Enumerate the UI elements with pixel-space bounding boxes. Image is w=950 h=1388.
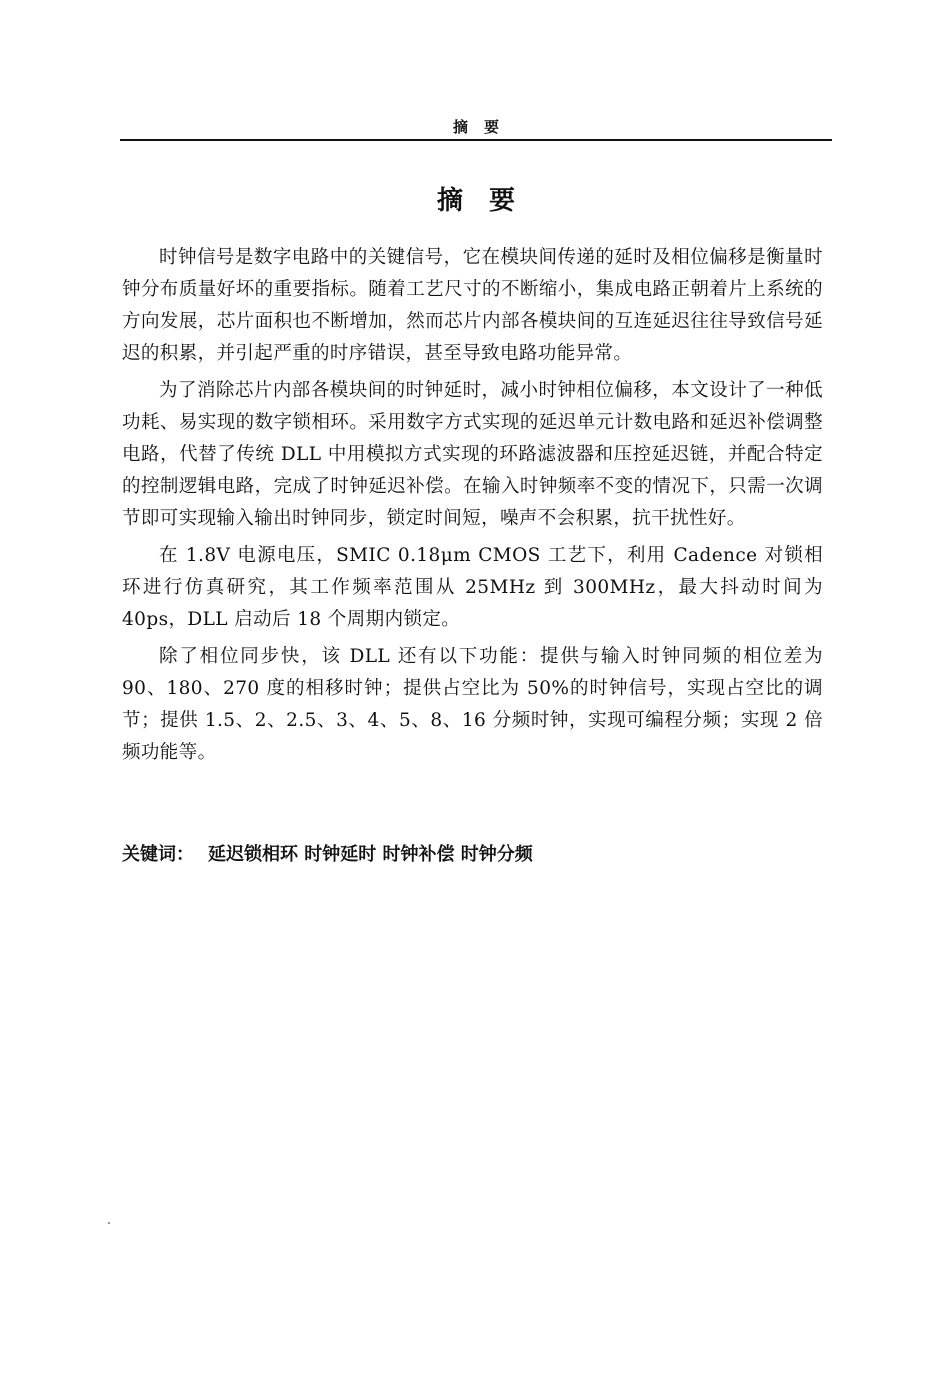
abstract-paragraph-4: 除了相位同步快，该 DLL 还有以下功能：提供与输入时钟同频的相位差为 90、180、270 度的相移时钟；提供占空比为 50%的时钟信号，实现占空比的调节；提供 1.5、2、2.5、3、4、5、8、16 分频时钟，实现可编程分频；实现 2 倍频功能等。: [122, 646, 823, 763]
scan-speck: [108, 1222, 110, 1224]
page-title: 摘要: [436, 186, 541, 216]
keywords-line: [122, 840, 823, 870]
keywords-label: 关键词：: [122, 844, 194, 865]
keywords-list: 延迟锁相环 时钟延时 时钟补偿 时钟分频: [208, 844, 533, 865]
abstract-paragraph-3: 在 1.8V 电源电压，SMIC 0.18μm CMOS 工艺下，利用 Cadence 对锁相环进行仿真研究，其工作频率范围从 25MHz 到 300MHz，最大抖动时间为 40ps，DLL 启动后 18 个周期内锁定。: [122, 545, 823, 630]
abstract-paragraph-2: 为了消除芯片内部各模块间的时钟延时，减小时钟相位偏移，本文设计了一种低功耗、易实现的数字锁相环。采用数字方式实现的延迟单元计数电路和延迟补偿调整电路，代替了传统 DLL 中用模拟方式实现的环路滤波器和压控延迟链，并配合特定的控制逻辑电路，完成了时钟延迟补偿。在输入时钟频率不变的情况下，只需一次调节即可实现输入输出时钟同步，锁定时间短，噪声不会积累，抗干扰性好。: [122, 380, 823, 529]
running-header: 摘要: [452, 118, 515, 136]
abstract-body: [122, 242, 823, 769]
abstract-paragraph-1: 时钟信号是数字电路中的关键信号，它在模块间传递的延时及相位偏移是衡量时钟分布质量好坏的重要指标。随着工艺尺寸的不断缩小，集成电路正朝着片上系统的方向发展，芯片面积也不断增加，然而芯片内部各模块间的互连延迟往往导致信号延迟的积累，并引起严重的时序错误，甚至导致电路功能异常。: [122, 247, 823, 364]
header-rule: [120, 139, 832, 141]
